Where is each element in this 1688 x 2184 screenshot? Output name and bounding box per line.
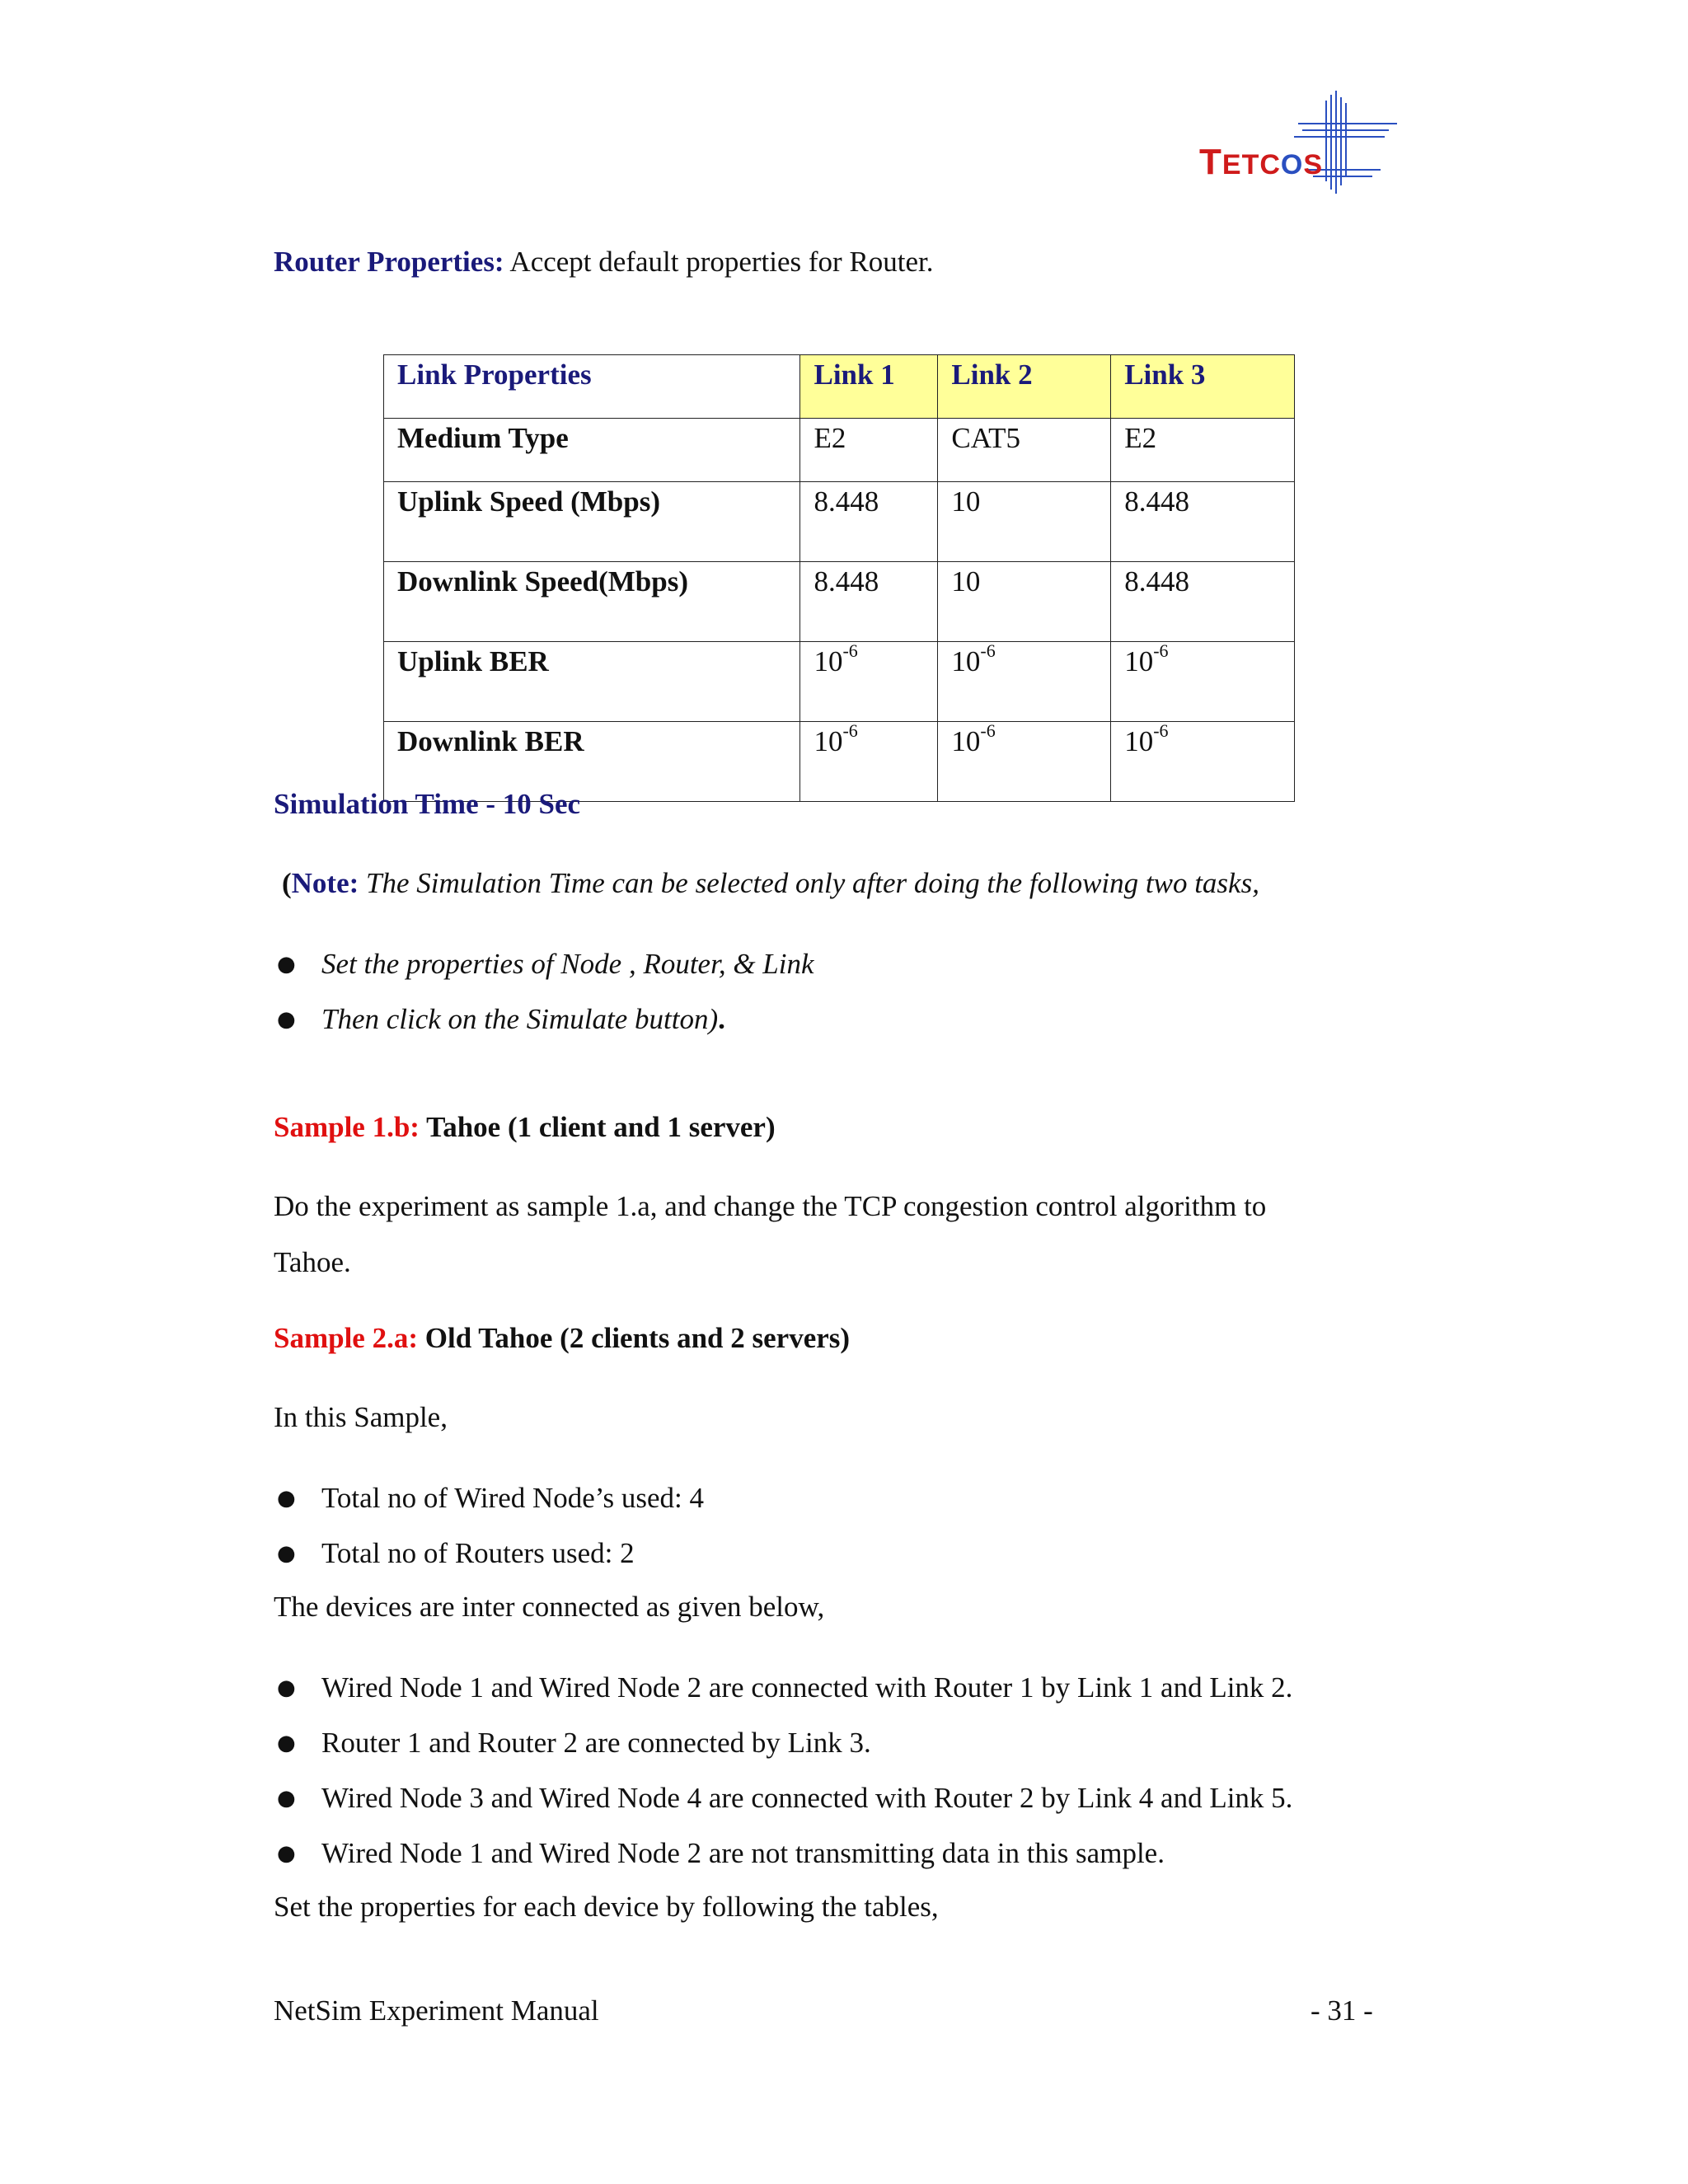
- sample-2a-intro: In this Sample,: [274, 1401, 448, 1433]
- table-row: [384, 642, 1295, 722]
- table-row: [384, 419, 1295, 482]
- sample-2a-title: Old Tahoe (2 clients and 2 servers): [418, 1322, 851, 1354]
- list-item: ● Total no of Wired Node’s used: 4: [274, 1480, 704, 1516]
- list-item: ● Then click on the Simulate button).: [274, 1001, 814, 1038]
- table-header-cell: Link Properties: [384, 355, 800, 419]
- table-cell: CAT5: [938, 419, 1111, 482]
- table-cell: 10: [938, 482, 1111, 562]
- list-item: ● Wired Node 1 and Wired Node 2 are not transmitting data in this sample.: [274, 1835, 1292, 1872]
- sample-1b-label: Sample 1.b:: [274, 1111, 420, 1143]
- table-row-label: Downlink Speed(Mbps): [384, 562, 800, 642]
- sample-1b-heading: [274, 1109, 776, 1146]
- note-label: Note:: [291, 867, 359, 899]
- note-line: (Note: The Simulation Time can be selected only after doing the following two tasks,: [282, 867, 1259, 899]
- table-cell: E2: [800, 419, 938, 482]
- table-row-label: Downlink BER: [384, 722, 800, 802]
- table-header-cell: Link 1: [800, 355, 938, 419]
- table-cell: 8.448: [1111, 562, 1295, 642]
- bullet-icon: ●: [277, 952, 296, 977]
- table-cell: $10^{-6}$: [938, 642, 1111, 722]
- connection-list: [274, 1670, 1292, 1872]
- bullet-icon: ●: [277, 1541, 296, 1566]
- bullet-icon: ●: [277, 1841, 296, 1866]
- table-cell: $10^{-6}$: [938, 722, 1111, 802]
- table-header-cell: Link 2: [938, 355, 1111, 419]
- table-cell: E2: [1111, 419, 1295, 482]
- table-cell: 8.448: [1111, 482, 1295, 562]
- table-cell: $10^{-6}$: [800, 642, 938, 722]
- list-item: ● Router 1 and Router 2 are connected by Link 3.: [274, 1725, 1292, 1761]
- table-row-label: Medium Type: [384, 419, 800, 482]
- footer-title: NetSim Experiment Manual: [274, 1994, 599, 2027]
- table-row-label: Uplink BER: [384, 642, 800, 722]
- page-number: - 31 -: [1311, 1994, 1373, 2027]
- sample-2a-label: Sample 2.a:: [274, 1322, 418, 1354]
- list-item: ● Set the properties of Node , Router, & Link: [274, 946, 814, 982]
- table-row: [384, 562, 1295, 642]
- table-cell: 10: [938, 562, 1111, 642]
- bullet-icon: ●: [277, 1786, 296, 1811]
- table-header-cell: Link 3: [1111, 355, 1295, 419]
- sample-1b-title: Tahoe (1 client and 1 server): [419, 1111, 776, 1143]
- bullet-icon: ●: [277, 1486, 296, 1511]
- link-properties-table: [383, 354, 1295, 802]
- list-item: ● Total no of Routers used: 2: [274, 1535, 704, 1572]
- table-cell: 8.448: [800, 482, 938, 562]
- bullet-icon: ●: [277, 1731, 296, 1755]
- router-properties-line: [274, 244, 934, 280]
- router-properties-text: Accept default properties for Router.: [504, 246, 934, 278]
- sample-1b-paragraph-line1: Do the experiment as sample 1.a, and change the TCP congestion control algorithm to: [274, 1190, 1267, 1222]
- simulation-time-heading: Simulation Time - 10 Sec: [274, 788, 581, 820]
- table-cell: $10^{-6}$: [800, 722, 938, 802]
- list-item: ● Wired Node 3 and Wired Node 4 are connected with Router 2 by Link 4 and Link 5.: [274, 1780, 1292, 1816]
- router-properties-label: Router Properties:: [274, 246, 504, 278]
- connection-intro: The devices are inter connected as given below,: [274, 1591, 825, 1623]
- tetcos-logo: [1199, 91, 1414, 198]
- closing-line: Set the properties for each device by following the tables,: [274, 1891, 939, 1923]
- logo-wordmark: TETCOS: [1199, 142, 1324, 182]
- table-row: [384, 482, 1295, 562]
- sample-2a-heading: [274, 1320, 850, 1357]
- note-text: The Simulation Time can be selected only after doing the following two tasks,: [359, 867, 1259, 899]
- bullet-icon: ●: [277, 1675, 296, 1700]
- sample-1b-paragraph-line2: Tahoe.: [274, 1246, 351, 1278]
- table-header-row: [384, 355, 1295, 419]
- table-cell: $10^{-6}$: [1111, 722, 1295, 802]
- table-cell: $10^{-6}$: [1111, 642, 1295, 722]
- note-bullet-list: [274, 946, 814, 1038]
- device-count-list: [274, 1480, 704, 1572]
- list-item: ● Wired Node 1 and Wired Node 2 are connected with Router 1 by Link 1 and Link 2.: [274, 1670, 1292, 1706]
- bullet-icon: ●: [277, 1007, 296, 1032]
- table-row-label: Uplink Speed (Mbps): [384, 482, 800, 562]
- table-cell: 8.448: [800, 562, 938, 642]
